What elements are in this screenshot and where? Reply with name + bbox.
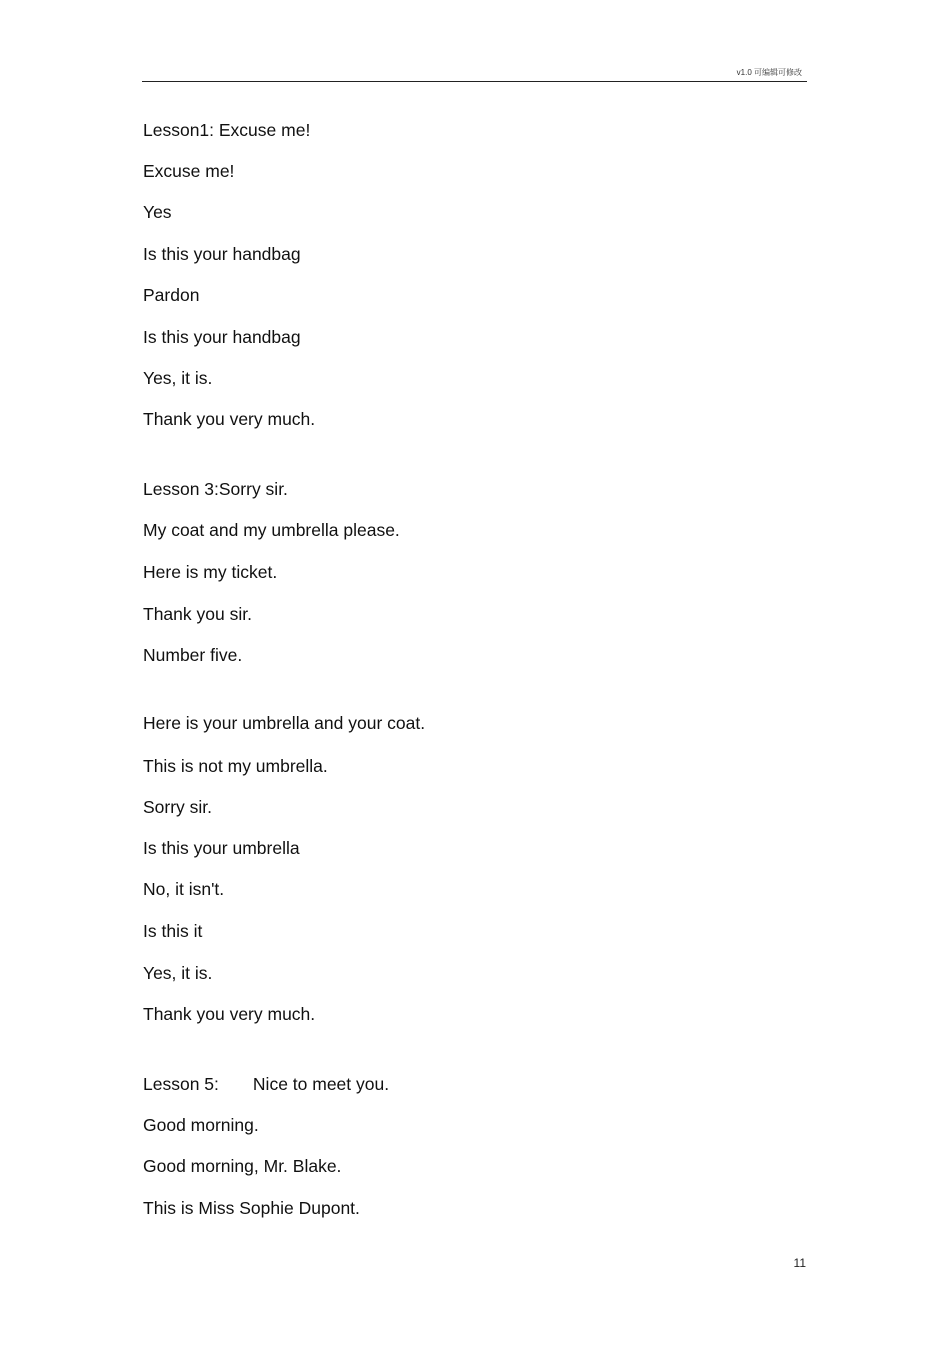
text-line: Is this your handbag: [143, 244, 301, 264]
text-line: Good morning, Mr. Blake.: [143, 1156, 342, 1176]
text-line: Yes, it is.: [143, 963, 213, 983]
text-line: Yes, it is.: [143, 368, 213, 388]
text-line: This is Miss Sophie Dupont.: [143, 1198, 360, 1218]
text-line: Good morning.: [143, 1115, 259, 1135]
text-line: My coat and my umbrella please.: [143, 520, 400, 540]
lesson-5-title: Lesson 5: Nice to meet you.: [143, 1074, 390, 1094]
lesson-1-title: Lesson1: Excuse me!: [143, 120, 311, 140]
text-line: Thank you very much.: [143, 1004, 316, 1024]
text-line: No, it isn't.: [143, 879, 225, 899]
text-line: Is this your umbrella: [143, 838, 300, 858]
text-line: Sorry sir.: [143, 797, 213, 817]
lesson-3-title: Lesson 3:Sorry sir.: [143, 479, 288, 499]
header-rule: [142, 81, 807, 82]
page-number: 11: [793, 1256, 806, 1270]
text-line: Here is your umbrella and your coat.: [143, 713, 426, 733]
text-line: Excuse me!: [143, 161, 235, 181]
text-line: Number five.: [143, 645, 243, 665]
text-line: Yes: [143, 202, 172, 222]
text-line: Here is my ticket.: [143, 562, 278, 582]
text-line: Pardon: [143, 285, 200, 305]
text-line: Is this your handbag: [143, 327, 301, 347]
text-line: Thank you sir.: [143, 604, 252, 624]
running-header: v1.0 可编辑可修改: [736, 68, 802, 77]
text-line: This is not my umbrella.: [143, 756, 328, 776]
text-line: Is this it: [143, 921, 203, 941]
text-line: Thank you very much.: [143, 409, 316, 429]
